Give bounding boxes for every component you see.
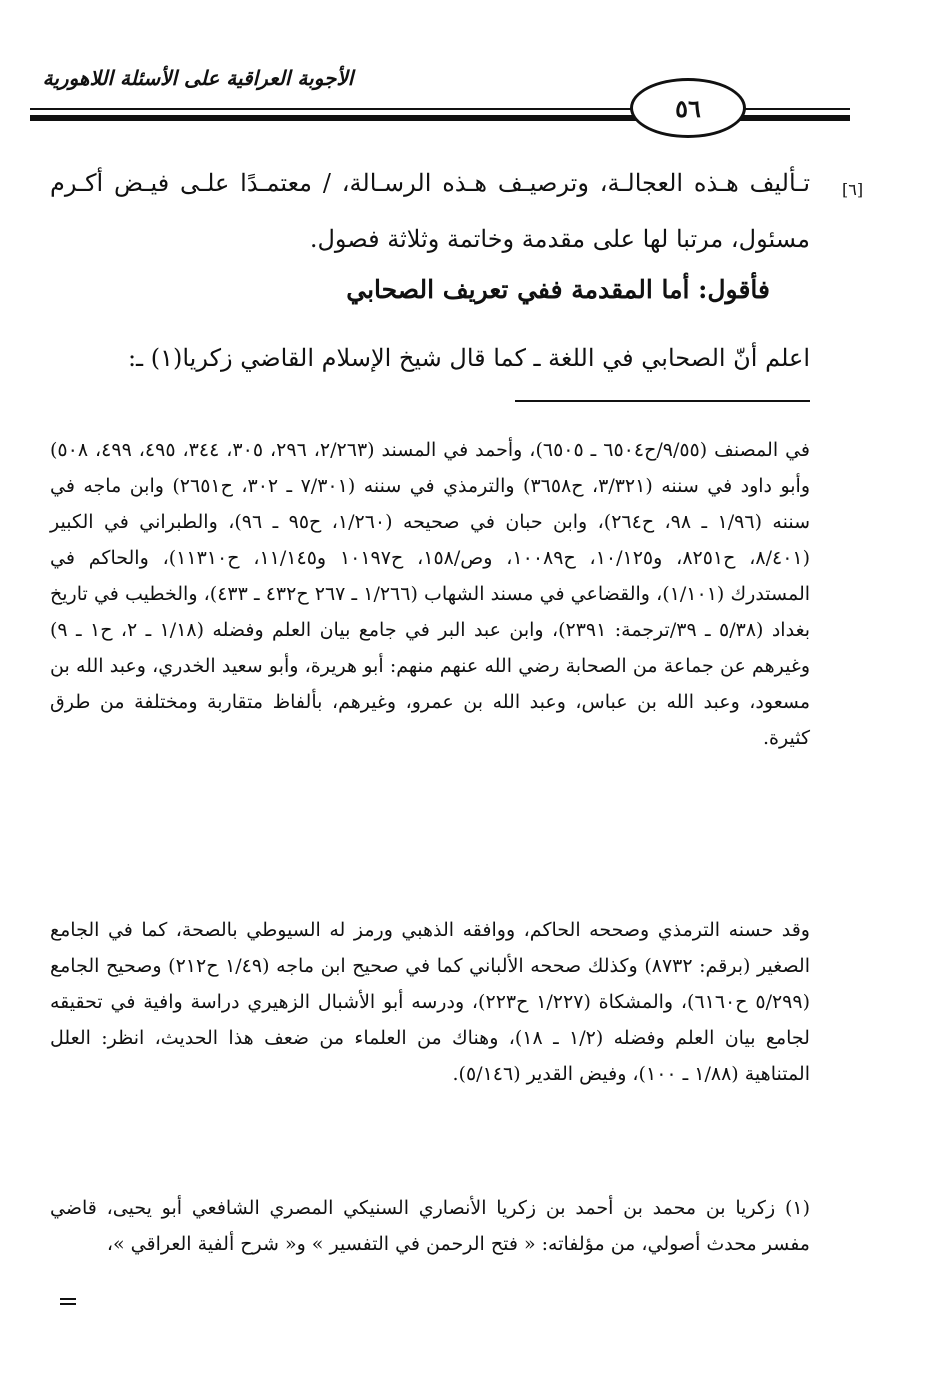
body-paragraph-2: اعلم أنّ الصحابي في اللغة ـ كما قال شيخ الإسلام القاضي زكريا(١) ـ:	[127, 344, 810, 372]
body-paragraph-1: تـأليف هـذه العجالـة، وترصيـف هـذه الرسـالة، / معتمـدًا علـى فيـض أكـرم مسئول، مرتبا لها على مقدمة وخاتمة وثلاثة فصول.	[50, 169, 810, 253]
page-number: ٥٦	[675, 93, 701, 123]
page-number-oval	[630, 78, 746, 138]
continuation-mark	[60, 1298, 76, 1304]
footnote-grading: وقد حسنه الترمذي وصححه الحاكم، ووافقه الذهبي ورمز له السيوطي بالصحة، كما في الجامع الصغير (برقم: ٨٧٣٢) وكذلك صححه الألباني كما في صحيح ابن ماجه (١/٤٩ ح٢١٢) وصحيح الجامع (٥/٢٩٩ ح٦١٦٠)، والمشكاة (١/٢٢٧ ح٢٢٣)، ودرسه أبو الأشبال الزهيري دراسة وافية في تحقيقه لجامع بيان العلم وفضله (١/٢ ـ ١٨)، وهناك من العلماء من ضعف هذا الحديث، انظر: العلل المتناهية (١/٨٨ ـ ١٠٠)، وفيض القدير (٥/١٤٦).	[50, 919, 811, 1085]
footnote-1: (١) زكريا بن محمد بن أحمد بن زكريا الأنصاري السنيكي المصري الشافعي أبو يحيى، قاضي مفسر محدث أصولي، من مؤلفاته: « فتح الرحمن في التفسير » و« شرح ألفية العراقي »،	[50, 1197, 810, 1255]
section-heading: فأقول: أما المقدمة ففي تعريف الصحابي	[346, 275, 770, 304]
footnote-separator	[515, 400, 810, 402]
manuscript-folio-marker: [٦]	[842, 180, 864, 199]
running-title: الأجوبة العراقية على الأسئلة اللاهورية	[42, 66, 354, 90]
footnote-continued: في المصنف (٩/٥٥/ح٦٥٠٤ ـ ٦٥٠٥)، وأحمد في المسند (٢/٢٦٣، ٢٩٦، ٣٠٥، ٣٤٤، ٤٩٥، ٤٩٩، ٥٠٨) وأبو داود في سننه (٣/٣٢١، ح٣٦٥٨) والترمذي في سننه (٧/٣٠١ ـ ٣٠٢، ح٢٦٥١) وابن ماجه في سننه (١/٩٦ ـ ٩٨، ح٢٦٤)، وابن حبان في صحيحه (١/٢٦٠، ح٩٥ ـ ٩٦)، والطبراني في الكبير (٨/٤٠١، ح٨٢٥١، و١٠/١٢٥، ح١٠٠٨٩، وص/١٥٨، ح١٠١٩٧ و١١/١٤٥، ح١١٣١٠)، والحاكم في المستدرك (١/١٠١)، والقضاعي في مسند الشهاب (١/٢٦٦ ـ ٢٦٧ ح٤٣٢ ـ ٤٣٣)، والخطيب في تاريخ بغداد (٥/٣٨ ـ ٣٩/ترجمة: ٢٣٩١)، وابن عبد البر في جامع بيان العلم وفضله (١/١٨ ـ ٢، ح١ ـ ٩) وغيرهم عن جماعة من الصحابة رضي الله عنهم منهم: أبو هريرة، وأبو سعيد الخدري، وعبد الله بن مسعود، وعبد الله بن عباس، وعبد الله بن عمرو، وغيرهم، بألفاظ متقاربة ومختلفة من طرق كثيرة.	[50, 439, 811, 749]
